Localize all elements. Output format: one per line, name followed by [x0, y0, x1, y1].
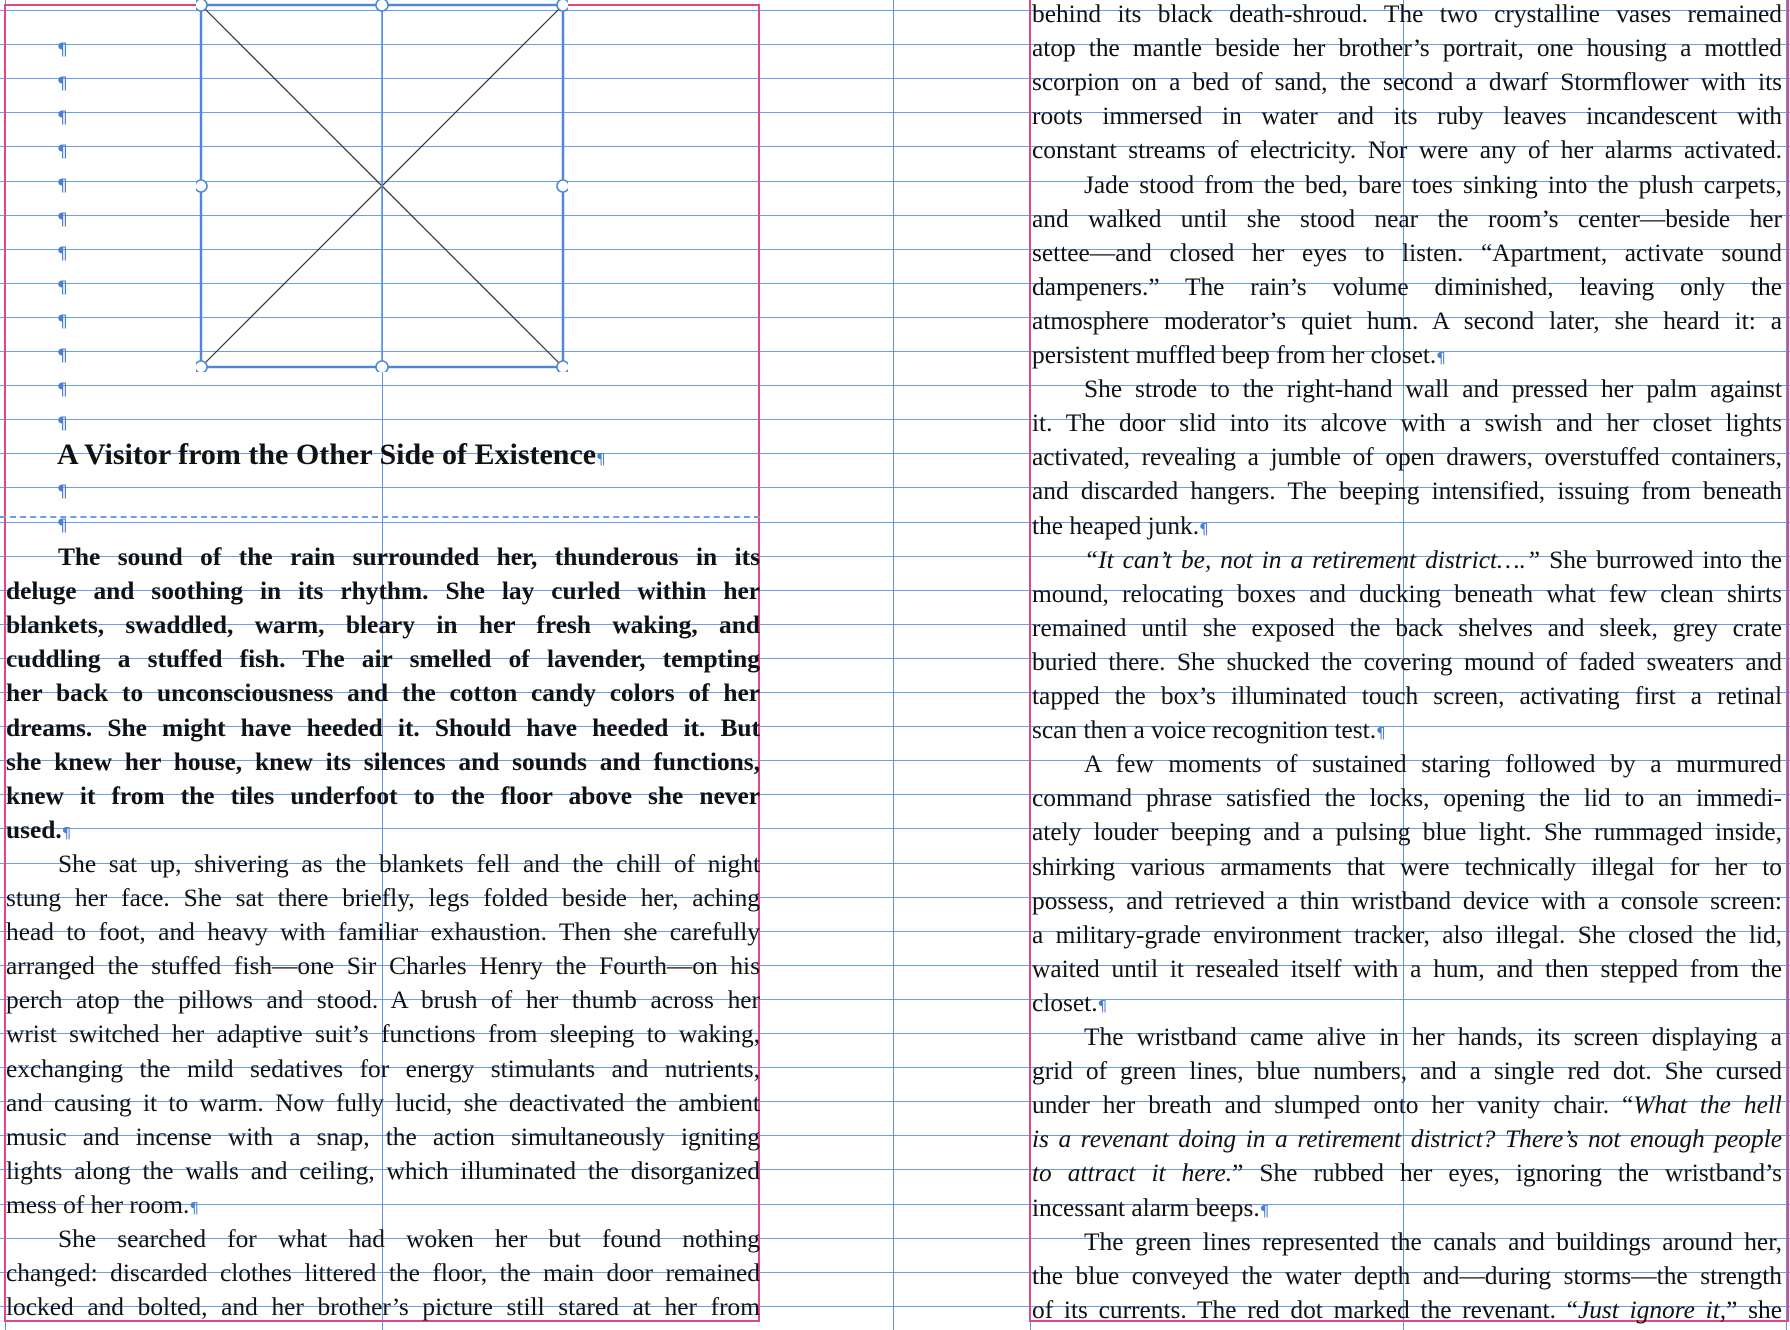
text-line-content: and discarded hangers. The beeping intensified, issuing from beneath	[1032, 477, 1782, 506]
text-line	[6, 881, 760, 915]
handle-middle-right[interactable]	[557, 180, 568, 192]
chapter-title-text: A Visitor from the Other Side of Existence	[57, 438, 597, 471]
text-line-content: shirking various armaments that were technically illegal for her to	[1032, 852, 1782, 881]
text-line-content: deluge and soothing in its rhythm. She lay curled within her	[6, 577, 760, 606]
text-line	[1032, 747, 1782, 781]
text-line	[1032, 645, 1782, 679]
pilcrow-mark: ¶	[1259, 1201, 1270, 1220]
text-line-content: The sound of the rain surrounded her, thunderous in its	[58, 543, 760, 571]
text-line-content: persistent muffled beep from her closet.	[1032, 341, 1437, 369]
text-line	[1032, 99, 1782, 133]
text-line	[6, 1017, 760, 1051]
text-line-content: command phrase satisfied the locks, opening the lid to an immedi-	[1032, 784, 1782, 813]
text-line-content: knew it from the tiles underfoot to the floor above she never	[6, 781, 760, 810]
text-line	[6, 915, 760, 949]
text-line-content: cuddling a stuffed fish. The air smelled of lavender, tempting	[6, 645, 760, 674]
text-line	[1032, 918, 1782, 952]
text-line-content: grid of green lines, blue numbers, and a single red dot. She cursed	[1032, 1057, 1782, 1086]
text-line	[6, 1188, 760, 1222]
pilcrow-mark: ¶	[1436, 349, 1446, 367]
text-line-content: tapped the box’s illuminated touch screen, activating first a retinal	[1032, 682, 1782, 710]
text-line-content: locked and bolted, and her brother’s picture still stared at her from	[6, 1293, 760, 1322]
text-line	[6, 779, 760, 813]
pilcrow-mark: ¶	[1199, 519, 1209, 538]
text-line	[6, 608, 760, 642]
text-line-content: her back to unconsciousness and the cotton candy colors of her	[6, 679, 760, 708]
text-line-content: settee—and closed her eyes to listen. “Apartment, activate sound	[1032, 238, 1782, 267]
text-line	[1032, 372, 1782, 406]
handle-bottom-left[interactable]	[196, 361, 207, 372]
text-line	[1032, 850, 1782, 884]
text-line	[1032, 952, 1782, 986]
text-line	[1032, 1191, 1782, 1225]
text-line	[6, 847, 760, 881]
text-line	[6, 1256, 760, 1290]
text-line-content: the blue conveyed the water depth and—during storms—the strength	[1032, 1261, 1782, 1290]
handle-middle-left[interactable]	[196, 180, 207, 192]
handle-top-left[interactable]	[196, 0, 207, 11]
handle-top-right[interactable]	[557, 0, 568, 11]
text-line-content: and walked until she stood near the room’s center—beside her	[1032, 204, 1782, 233]
text-line	[1032, 202, 1782, 236]
text-line-content: scan then a voice recognition test.	[1032, 716, 1377, 745]
text-line	[1032, 884, 1782, 918]
pilcrow-mark: ¶	[189, 1198, 199, 1217]
pilcrow-mark: ¶	[57, 414, 68, 434]
pilcrow-mark: ¶	[57, 346, 68, 366]
text-line	[6, 711, 760, 745]
text-line	[6, 676, 760, 710]
empty-graphics-frame-placeholder	[196, 0, 568, 372]
chapter-title[interactable]	[57, 438, 606, 472]
pilcrow-mark: ¶	[57, 74, 68, 94]
text-line-content: remained until she exposed the back shelves and sleek, grey crate	[1032, 613, 1782, 642]
pilcrow-mark: ¶	[1097, 996, 1108, 1015]
pilcrow-mark: ¶	[61, 823, 72, 842]
pilcrow-mark: ¶	[596, 450, 606, 468]
text-line-content: She searched for what had woken her but found nothing	[58, 1225, 760, 1253]
text-line-content: to attract it here.” She rubbed her eyes, ignoring the wristband’s	[1032, 1159, 1782, 1188]
text-line-content: used.	[6, 815, 62, 844]
text-line-content: A few moments of sustained staring followed by a murmured	[1084, 750, 1782, 779]
text-line	[1032, 986, 1782, 1020]
text-line-content: perch atop the pillows and stood. A brush of her thumb across her	[6, 986, 760, 1015]
text-line-content: activated, revealing a jumble of open drawers, overstuffed containers,	[1032, 443, 1782, 472]
pilcrow-mark: ¶	[57, 516, 68, 536]
handle-bottom-center[interactable]	[376, 361, 388, 372]
text-line	[1032, 31, 1782, 65]
text-line	[1032, 406, 1782, 440]
text-line	[1032, 815, 1782, 849]
text-line-content: The green lines represented the canals and buildings around her,	[1084, 1227, 1782, 1256]
text-line	[6, 574, 760, 608]
pilcrow-mark: ¶	[57, 244, 68, 264]
text-line	[1032, 1054, 1782, 1088]
pilcrow-mark: ¶	[57, 142, 68, 162]
text-line-content: wrist switched her adaptive suit’s functions from sleeping to waking,	[6, 1020, 760, 1049]
text-line-content: She sat up, shivering as the blankets fell and the chill of night	[58, 849, 760, 878]
text-line	[1032, 781, 1782, 815]
text-line	[1032, 1225, 1782, 1259]
text-line-content: and causing it to warm. Now fully lucid, she deactivated the ambient	[6, 1088, 760, 1117]
text-line-content: atop the mantle beside her brother’s portrait, one housing a mottled	[1032, 34, 1782, 63]
handle-top-center[interactable]	[376, 0, 388, 11]
pilcrow-mark: ¶	[57, 278, 68, 298]
text-line-content: lights along the walls and ceiling, which illuminated the disorganized	[6, 1156, 760, 1185]
text-line	[6, 1086, 760, 1120]
text-line-content: roots immersed in water and its ruby leaves incandescent with	[1032, 102, 1782, 131]
text-line-content: exchanging the mild sedatives for energy stimulants and nutrients,	[6, 1054, 760, 1083]
text-line	[6, 1222, 760, 1256]
text-line	[6, 1290, 760, 1324]
text-line	[1032, 338, 1782, 372]
text-line-content: of its currents. The red dot marked the revenant. “Just ignore it,” she	[1032, 1295, 1782, 1324]
text-line-content: constant streams of electricity. Nor were any of her alarms activated.	[1032, 136, 1782, 165]
pilcrow-mark: ¶	[57, 176, 68, 196]
pilcrow-mark: ¶	[57, 40, 68, 60]
text-line-content: is a revenant doing in a retirement district? There’s not enough people	[1032, 1125, 1782, 1154]
text-line	[1032, 236, 1782, 270]
text-line	[6, 1052, 760, 1086]
text-line-content: buried there. She shucked the covering mound of faded sweaters and	[1032, 647, 1782, 676]
text-line-content: She strode to the right-hand wall and pressed her palm against	[1084, 375, 1782, 404]
text-line-content: dreams. She might have heeded it. Should have heeded it. But	[6, 713, 760, 742]
text-frame-top-edge	[0, 516, 760, 518]
text-line-content: behind its black death-shroud. The two crystalline vases remained	[1032, 0, 1782, 28]
text-line	[1032, 577, 1782, 611]
pilcrow-mark: ¶	[57, 108, 68, 128]
text-line	[1032, 304, 1782, 338]
text-line-content: The wristband came alive in her hands, its screen displaying a	[1084, 1023, 1782, 1051]
handle-bottom-right[interactable]	[557, 361, 568, 372]
pilcrow-mark: ¶	[57, 380, 68, 400]
pilcrow-mark: ¶	[1376, 724, 1386, 743]
text-line	[1032, 65, 1782, 99]
text-line-content: atmosphere moderator’s quiet hum. A second later, she heard it: a	[1032, 306, 1782, 335]
text-line	[1032, 1088, 1782, 1122]
text-line	[1032, 168, 1782, 202]
text-line-content: ately louder beeping and a pulsing blue light. She rummaged inside,	[1032, 818, 1782, 847]
text-line	[1032, 1259, 1782, 1293]
text-line-content: arranged the stuffed fish—one Sir Charles Henry the Fourth—on his	[6, 952, 760, 981]
text-line	[1032, 509, 1782, 543]
text-line	[1032, 440, 1782, 474]
text-line	[6, 983, 760, 1017]
text-line	[6, 949, 760, 983]
text-line	[6, 1154, 760, 1188]
text-line-content: the heaped junk.	[1032, 511, 1200, 540]
text-line-content: changed: discarded clothes littered the floor, the main door remained	[6, 1259, 760, 1288]
text-line	[6, 642, 760, 676]
text-line	[1032, 543, 1782, 577]
text-line	[1032, 713, 1782, 747]
text-line-content: a military-grade environment tracker, also illegal. She closed the lid,	[1032, 920, 1782, 949]
text-line	[1032, 1020, 1782, 1054]
pilcrow-mark: ¶	[57, 210, 68, 230]
text-line	[1032, 1293, 1782, 1327]
text-line-content: mound, relocating boxes and ducking beneath what few clean shirts	[1032, 579, 1782, 608]
text-line	[6, 745, 760, 779]
text-line-content: possess, and retrieved a thin wristband device with a console screen:	[1032, 886, 1782, 915]
text-line	[6, 540, 760, 574]
text-line	[6, 1120, 760, 1154]
text-line	[1032, 270, 1782, 304]
spine-guide	[893, 0, 894, 1330]
text-line	[6, 813, 760, 847]
text-line-content: mess of her room.	[6, 1190, 190, 1219]
text-line-content: it. The door slid into its alcove with a swish and her closet lights	[1032, 409, 1782, 438]
text-line	[1032, 133, 1782, 167]
text-line-content: waited until it resealed itself with a hum, and then stepped from the	[1032, 954, 1782, 983]
text-line	[1032, 1156, 1782, 1190]
text-line	[1032, 1122, 1782, 1156]
text-line	[1032, 679, 1782, 713]
text-line	[1032, 0, 1782, 31]
text-line-content: blankets, swaddled, warm, bleary in her fresh waking, and	[6, 611, 760, 640]
text-line-content: head to foot, and heavy with familiar exhaustion. Then she carefully	[6, 918, 760, 947]
text-line-content: closet.	[1032, 988, 1098, 1017]
text-line-content: “It can’t be, not in a retirement district….” She burrowed into the	[1084, 545, 1782, 574]
text-line-content: under her breath and slumped onto her vanity chair. “What the hell	[1032, 1091, 1782, 1120]
text-line-content: Jade stood from the bed, bare toes sinking into the plush carpets,	[1084, 170, 1782, 199]
text-line	[1032, 611, 1782, 645]
text-line-content: music and incense with a snap, the action simultaneously igniting	[6, 1122, 760, 1151]
pilcrow-mark: ¶	[57, 312, 68, 332]
image-frame[interactable]	[196, 0, 568, 372]
text-line-content: dampeners.” The rain’s volume diminished, leaving only the	[1032, 272, 1782, 301]
text-line	[1032, 474, 1782, 508]
pilcrow-mark: ¶	[57, 482, 68, 502]
text-line-content: incessant alarm beeps.	[1032, 1193, 1260, 1222]
text-line-content: stung her face. She sat there briefly, legs folded beside her, aching	[6, 884, 760, 912]
text-line-content: she knew her house, knew its silences and sounds and functions,	[6, 747, 760, 776]
text-line-content: scorpion on a bed of sand, the second a dwarf Stormflower with its	[1032, 68, 1782, 97]
